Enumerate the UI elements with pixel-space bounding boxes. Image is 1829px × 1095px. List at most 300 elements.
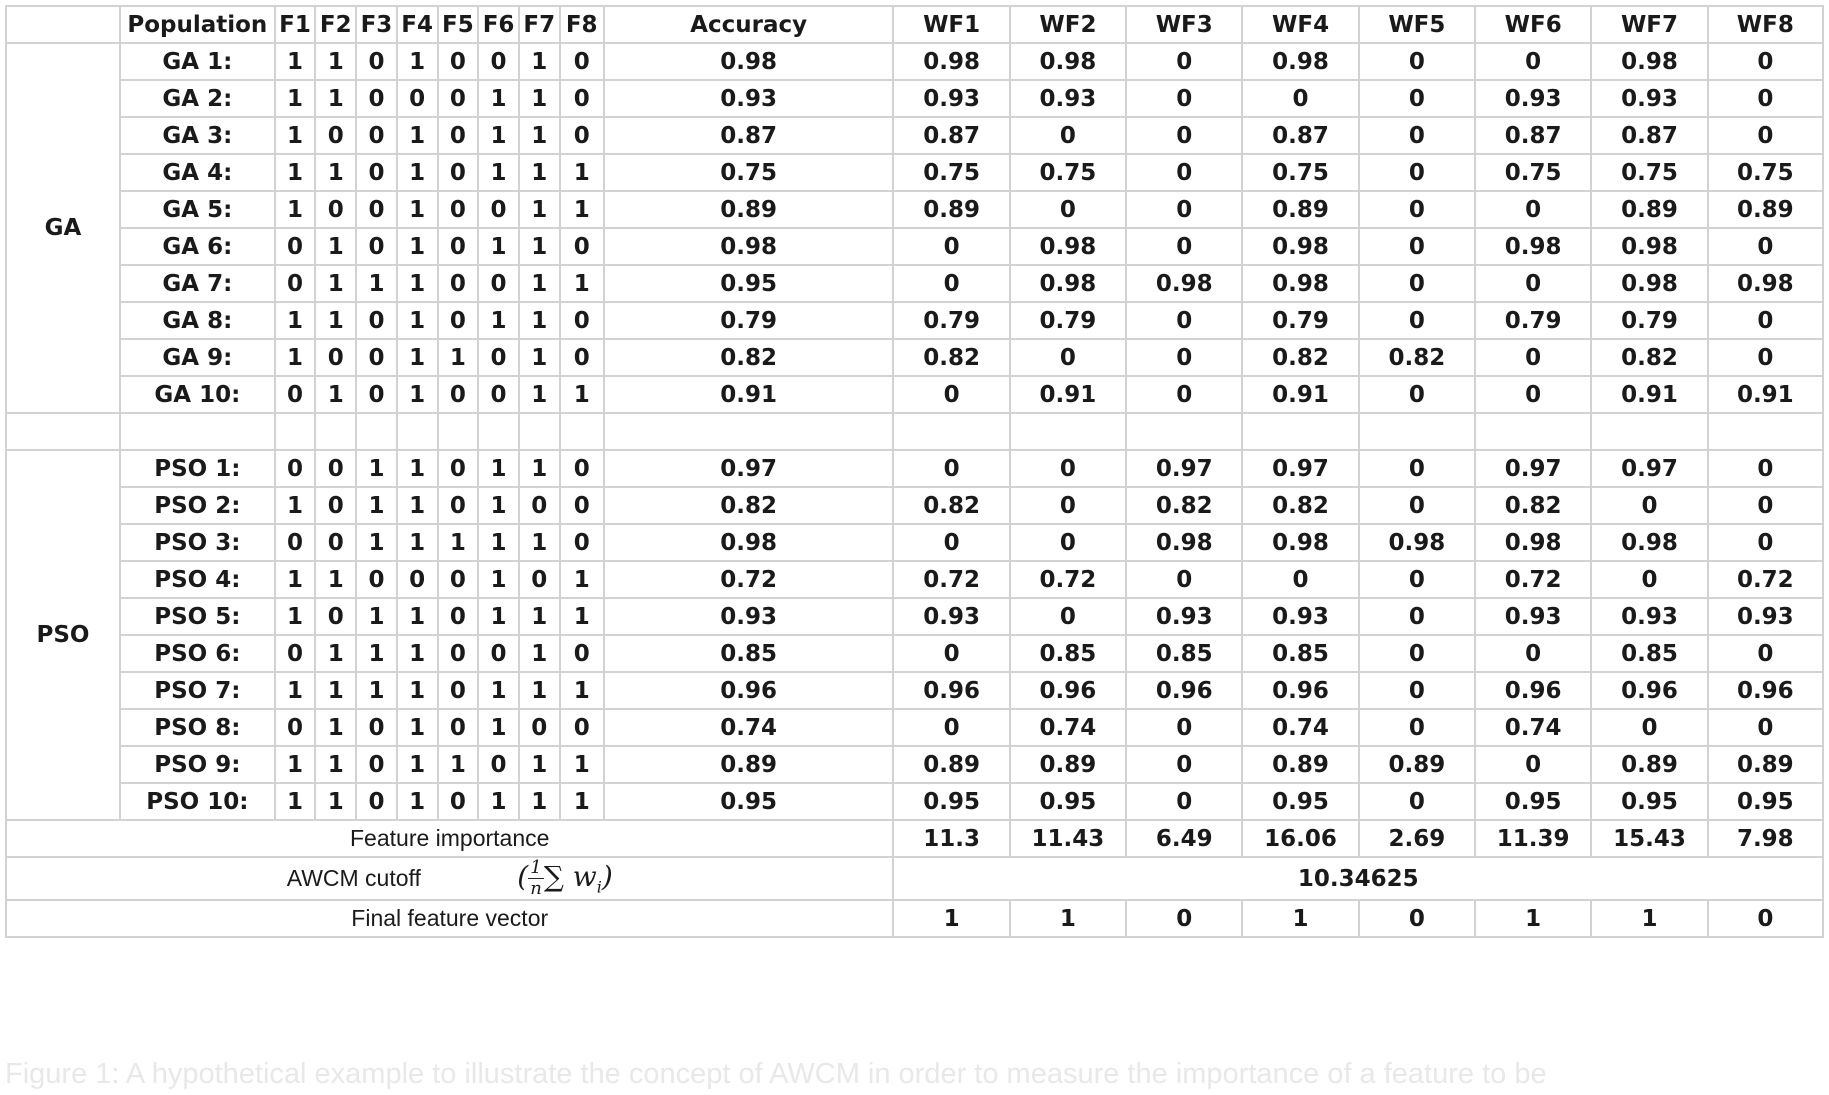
weight-cell: 0 <box>1359 117 1475 154</box>
table-summary <box>6 820 1823 937</box>
weight-cell: 0.89 <box>1010 746 1126 783</box>
weight-cell: 0 <box>1359 598 1475 635</box>
accuracy-cell: 0.93 <box>604 598 894 635</box>
weight-cell: 0.82 <box>1475 487 1591 524</box>
header-f7: F7 <box>519 6 560 43</box>
feature-flag-cell: 1 <box>397 191 438 228</box>
table-row <box>6 598 1823 635</box>
weight-cell: 0.91 <box>1708 376 1823 413</box>
feature-flag-cell: 0 <box>560 487 604 524</box>
feature-flag-cell: 1 <box>315 302 356 339</box>
feature-flag-cell: 1 <box>519 598 560 635</box>
weight-cell: 0.98 <box>1475 524 1591 561</box>
feature-flag-cell: 0 <box>356 302 397 339</box>
weight-cell: 0.72 <box>893 561 1009 598</box>
header-f2: F2 <box>315 6 356 43</box>
weight-cell: 0 <box>1359 302 1475 339</box>
weight-cell: 0.89 <box>1242 191 1358 228</box>
feature-flag-cell: 0 <box>356 783 397 820</box>
weight-cell: 0.96 <box>1591 672 1707 709</box>
feature-flag-cell: 0 <box>519 561 560 598</box>
weight-cell: 0 <box>1010 117 1126 154</box>
table-row <box>6 265 1823 302</box>
weight-cell: 0.79 <box>1010 302 1126 339</box>
population-label: GA 2: <box>120 80 275 117</box>
weight-cell: 0 <box>1475 339 1591 376</box>
population-label: PSO 6: <box>120 635 275 672</box>
formula-open-paren: ( <box>517 860 529 893</box>
accuracy-cell: 0.85 <box>604 635 894 672</box>
weight-cell: 0 <box>1708 302 1823 339</box>
feature-flag-cell: 0 <box>519 487 560 524</box>
weight-cell: 0.85 <box>1242 635 1358 672</box>
feature-flag-cell: 1 <box>519 265 560 302</box>
feature-flag-cell: 1 <box>560 154 604 191</box>
feature-flag-cell: 1 <box>315 228 356 265</box>
weight-cell: 0 <box>1010 524 1126 561</box>
weight-cell: 0.74 <box>1010 709 1126 746</box>
feature-flag-cell: 0 <box>438 265 479 302</box>
weight-cell: 0 <box>1359 709 1475 746</box>
feature-flag-cell: 1 <box>397 117 438 154</box>
feature-flag-cell: 1 <box>397 450 438 487</box>
weight-cell: 0.93 <box>893 80 1009 117</box>
header-row <box>6 6 1823 43</box>
feature-flag-cell: 1 <box>519 80 560 117</box>
population-label: PSO 5: <box>120 598 275 635</box>
population-label: PSO 2: <box>120 487 275 524</box>
weight-cell: 0.98 <box>1010 43 1126 80</box>
weight-cell: 0 <box>893 450 1009 487</box>
separator-cell <box>6 413 120 450</box>
weight-cell: 0 <box>893 635 1009 672</box>
weight-cell: 0.75 <box>893 154 1009 191</box>
table-row <box>6 561 1823 598</box>
feature-flag-cell: 1 <box>478 450 519 487</box>
population-label: PSO 7: <box>120 672 275 709</box>
feature-flag-cell: 1 <box>519 154 560 191</box>
importance-value: 2.69 <box>1359 820 1475 857</box>
table-row <box>6 524 1823 561</box>
table-row <box>6 746 1823 783</box>
feature-flag-cell: 0 <box>478 376 519 413</box>
table-row <box>6 339 1823 376</box>
population-label: GA 6: <box>120 228 275 265</box>
feature-flag-cell: 0 <box>356 80 397 117</box>
table-row <box>6 154 1823 191</box>
feature-flag-cell: 1 <box>397 487 438 524</box>
weight-cell: 0.82 <box>1591 339 1707 376</box>
weight-cell: 0.98 <box>1126 524 1242 561</box>
table-row <box>6 43 1823 80</box>
feature-flag-cell: 1 <box>397 746 438 783</box>
weight-cell: 0.98 <box>1126 265 1242 302</box>
header-accuracy: Accuracy <box>604 6 894 43</box>
separator-cell <box>519 413 560 450</box>
population-label: PSO 9: <box>120 746 275 783</box>
weight-cell: 0.96 <box>1010 672 1126 709</box>
feature-flag-cell: 0 <box>478 339 519 376</box>
population-label: GA 10: <box>120 376 275 413</box>
weight-cell: 0.93 <box>1242 598 1358 635</box>
feature-flag-cell: 1 <box>356 450 397 487</box>
weight-cell: 0.89 <box>1242 746 1358 783</box>
weight-cell: 0.75 <box>1708 154 1823 191</box>
weight-cell: 0.89 <box>893 746 1009 783</box>
feature-flag-cell: 0 <box>438 709 479 746</box>
feature-flag-cell: 1 <box>275 80 316 117</box>
feature-flag-cell: 0 <box>438 302 479 339</box>
header-f4: F4 <box>397 6 438 43</box>
weight-cell: 0 <box>1126 746 1242 783</box>
weight-cell: 0 <box>1359 450 1475 487</box>
feature-flag-cell: 0 <box>275 635 316 672</box>
formula-denominator: n <box>530 878 542 899</box>
awcm-cutoff-value: 10.34625 <box>893 857 1823 900</box>
weight-cell: 0.89 <box>1591 191 1707 228</box>
feature-flag-cell: 1 <box>275 302 316 339</box>
feature-flag-cell: 1 <box>275 43 316 80</box>
weight-cell: 0.89 <box>1708 746 1823 783</box>
feature-flag-cell: 1 <box>397 154 438 191</box>
weight-cell: 0 <box>1591 561 1707 598</box>
separator-cell <box>604 413 894 450</box>
separator-cell <box>356 413 397 450</box>
feature-flag-cell: 0 <box>356 154 397 191</box>
importance-value: 11.39 <box>1475 820 1591 857</box>
separator-row <box>6 413 1823 450</box>
feature-flag-cell: 0 <box>560 117 604 154</box>
feature-flag-cell: 0 <box>438 191 479 228</box>
feature-flag-cell: 0 <box>275 265 316 302</box>
table-row <box>6 228 1823 265</box>
weight-cell: 0 <box>1475 265 1591 302</box>
feature-flag-cell: 1 <box>478 561 519 598</box>
table-row <box>6 191 1823 228</box>
header-f8: F8 <box>560 6 604 43</box>
header-wf8: WF8 <box>1708 6 1823 43</box>
accuracy-cell: 0.75 <box>604 154 894 191</box>
feature-flag-cell: 1 <box>275 191 316 228</box>
feature-flag-cell: 1 <box>478 598 519 635</box>
group-label: PSO <box>6 450 120 820</box>
weight-cell: 0.93 <box>1126 598 1242 635</box>
feature-flag-cell: 1 <box>478 709 519 746</box>
weight-cell: 0 <box>1359 265 1475 302</box>
weight-cell: 0 <box>1126 117 1242 154</box>
separator-cell <box>120 413 275 450</box>
accuracy-cell: 0.87 <box>604 117 894 154</box>
weight-cell: 0.82 <box>1242 487 1358 524</box>
feature-flag-cell: 0 <box>356 339 397 376</box>
accuracy-cell: 0.98 <box>604 524 894 561</box>
feature-flag-cell: 1 <box>519 117 560 154</box>
importance-value: 7.98 <box>1708 820 1823 857</box>
weight-cell: 0 <box>1708 450 1823 487</box>
weight-cell: 0.96 <box>1708 672 1823 709</box>
feature-flag-cell: 1 <box>397 43 438 80</box>
weight-cell: 0 <box>1359 376 1475 413</box>
weight-cell: 0.93 <box>1475 80 1591 117</box>
header-f6: F6 <box>478 6 519 43</box>
awcm-cutoff-cell <box>6 857 893 900</box>
feature-flag-cell: 0 <box>438 228 479 265</box>
feature-flag-cell: 1 <box>397 339 438 376</box>
weight-cell: 0.82 <box>1126 487 1242 524</box>
feature-flag-cell: 0 <box>478 635 519 672</box>
population-label: PSO 8: <box>120 709 275 746</box>
weight-cell: 0.97 <box>1242 450 1358 487</box>
feature-flag-cell: 1 <box>315 154 356 191</box>
weight-cell: 0 <box>1475 191 1591 228</box>
weight-cell: 0 <box>1359 672 1475 709</box>
feature-flag-cell: 1 <box>397 302 438 339</box>
weight-cell: 0.72 <box>1010 561 1126 598</box>
feature-flag-cell: 1 <box>315 709 356 746</box>
feature-flag-cell: 0 <box>315 598 356 635</box>
header-f1: F1 <box>275 6 316 43</box>
weight-cell: 0.93 <box>1591 80 1707 117</box>
weight-cell: 0.79 <box>1475 302 1591 339</box>
feature-flag-cell: 1 <box>478 154 519 191</box>
weight-cell: 0 <box>1708 43 1823 80</box>
accuracy-cell: 0.93 <box>604 80 894 117</box>
formula-numerator: 1 <box>528 858 544 879</box>
weight-cell: 0 <box>1126 709 1242 746</box>
feature-flag-cell: 0 <box>275 524 316 561</box>
feature-flag-cell: 1 <box>397 376 438 413</box>
feature-flag-cell: 1 <box>397 524 438 561</box>
accuracy-cell: 0.82 <box>604 487 894 524</box>
weight-cell: 0 <box>1475 746 1591 783</box>
feature-flag-cell: 1 <box>560 191 604 228</box>
weight-cell: 0.75 <box>1010 154 1126 191</box>
table-row <box>6 450 1823 487</box>
weight-cell: 0 <box>1708 228 1823 265</box>
weight-cell: 0.82 <box>1242 339 1358 376</box>
header-f3: F3 <box>356 6 397 43</box>
weight-cell: 0.75 <box>1475 154 1591 191</box>
population-label: GA 7: <box>120 265 275 302</box>
population-label: PSO 10: <box>120 783 275 820</box>
weight-cell: 0.96 <box>893 672 1009 709</box>
weight-cell: 0.98 <box>893 43 1009 80</box>
separator-cell <box>1591 413 1707 450</box>
feature-flag-cell: 1 <box>519 635 560 672</box>
feature-flag-cell: 0 <box>356 43 397 80</box>
feature-flag-cell: 0 <box>438 80 479 117</box>
importance-value: 15.43 <box>1591 820 1707 857</box>
feature-flag-cell: 1 <box>478 524 519 561</box>
separator-cell <box>1359 413 1475 450</box>
separator-cell <box>1126 413 1242 450</box>
feature-flag-cell: 1 <box>478 672 519 709</box>
feature-flag-cell: 1 <box>519 376 560 413</box>
header-f5: F5 <box>438 6 479 43</box>
weight-cell: 0 <box>1126 302 1242 339</box>
weight-cell: 0 <box>1359 228 1475 265</box>
feature-flag-cell: 1 <box>478 783 519 820</box>
feature-flag-cell: 0 <box>397 561 438 598</box>
feature-flag-cell: 0 <box>560 228 604 265</box>
feature-flag-cell: 0 <box>438 561 479 598</box>
weight-cell: 0 <box>1475 635 1591 672</box>
final-vector-value: 1 <box>893 900 1009 937</box>
header-wf1: WF1 <box>893 6 1009 43</box>
feature-flag-cell: 1 <box>275 339 316 376</box>
final-feature-vector-label: Final feature vector <box>6 900 893 937</box>
weight-cell: 0.85 <box>1010 635 1126 672</box>
feature-flag-cell: 1 <box>275 117 316 154</box>
weight-cell: 0 <box>1359 43 1475 80</box>
feature-flag-cell: 1 <box>275 746 316 783</box>
awcm-table-container <box>5 5 1824 938</box>
weight-cell: 0.87 <box>1591 117 1707 154</box>
population-label: GA 3: <box>120 117 275 154</box>
weight-cell: 0 <box>1708 80 1823 117</box>
weight-cell: 0 <box>1359 80 1475 117</box>
feature-flag-cell: 1 <box>315 783 356 820</box>
weight-cell: 0.87 <box>1475 117 1591 154</box>
weight-cell: 0 <box>1708 487 1823 524</box>
final-vector-value: 0 <box>1126 900 1242 937</box>
feature-flag-cell: 0 <box>275 228 316 265</box>
weight-cell: 0.91 <box>1242 376 1358 413</box>
header-wf7: WF7 <box>1591 6 1707 43</box>
table-row <box>6 672 1823 709</box>
awcm-formula <box>517 858 612 899</box>
weight-cell: 0 <box>1126 783 1242 820</box>
weight-cell: 0.98 <box>1591 43 1707 80</box>
header-group-blank <box>6 6 120 43</box>
weight-cell: 0 <box>893 265 1009 302</box>
feature-flag-cell: 1 <box>397 228 438 265</box>
feature-flag-cell: 0 <box>478 43 519 80</box>
weight-cell: 0.79 <box>1242 302 1358 339</box>
feature-flag-cell: 1 <box>478 80 519 117</box>
feature-flag-cell: 1 <box>478 487 519 524</box>
weight-cell: 0.98 <box>1242 524 1358 561</box>
separator-cell <box>397 413 438 450</box>
feature-flag-cell: 1 <box>519 191 560 228</box>
header-wf5: WF5 <box>1359 6 1475 43</box>
feature-flag-cell: 0 <box>356 709 397 746</box>
weight-cell: 0 <box>1359 154 1475 191</box>
feature-flag-cell: 0 <box>275 709 316 746</box>
feature-flag-cell: 0 <box>438 635 479 672</box>
accuracy-cell: 0.89 <box>604 746 894 783</box>
feature-flag-cell: 1 <box>275 154 316 191</box>
weight-cell: 0.98 <box>1708 265 1823 302</box>
population-label: GA 4: <box>120 154 275 191</box>
feature-flag-cell: 1 <box>356 598 397 635</box>
weight-cell: 0.97 <box>1126 450 1242 487</box>
formula-close-paren: ) <box>601 860 613 893</box>
header-wf4: WF4 <box>1242 6 1358 43</box>
feature-flag-cell: 1 <box>315 561 356 598</box>
formula-subscript: i <box>596 877 602 897</box>
weight-cell: 0.95 <box>1708 783 1823 820</box>
awcm-cutoff-label: AWCM cutoff <box>286 865 421 891</box>
weight-cell: 0.93 <box>1591 598 1707 635</box>
final-vector-value: 1 <box>1591 900 1707 937</box>
weight-cell: 0.82 <box>893 487 1009 524</box>
importance-value: 11.3 <box>893 820 1009 857</box>
weight-cell: 0.89 <box>893 191 1009 228</box>
feature-flag-cell: 0 <box>315 117 356 154</box>
feature-flag-cell: 0 <box>356 191 397 228</box>
feature-flag-cell: 1 <box>397 265 438 302</box>
feature-flag-cell: 0 <box>315 191 356 228</box>
feature-flag-cell: 0 <box>356 746 397 783</box>
feature-flag-cell: 1 <box>560 561 604 598</box>
header-population: Population <box>120 6 275 43</box>
weight-cell: 0 <box>1126 80 1242 117</box>
weight-cell: 0 <box>1359 487 1475 524</box>
weight-cell: 0.98 <box>1591 265 1707 302</box>
feature-flag-cell: 0 <box>519 709 560 746</box>
final-vector-value: 1 <box>1242 900 1358 937</box>
weight-cell: 0 <box>1126 43 1242 80</box>
weight-cell: 0.82 <box>893 339 1009 376</box>
weight-cell: 0.96 <box>1126 672 1242 709</box>
population-label: PSO 1: <box>120 450 275 487</box>
feature-flag-cell: 0 <box>478 265 519 302</box>
accuracy-cell: 0.98 <box>604 43 894 80</box>
weight-cell: 0.89 <box>1591 746 1707 783</box>
final-vector-value: 0 <box>1359 900 1475 937</box>
table-row <box>6 635 1823 672</box>
importance-value: 16.06 <box>1242 820 1358 857</box>
population-label: PSO 4: <box>120 561 275 598</box>
weight-cell: 0.91 <box>1591 376 1707 413</box>
weight-cell: 0.91 <box>1010 376 1126 413</box>
feature-flag-cell: 0 <box>438 43 479 80</box>
separator-cell <box>1010 413 1126 450</box>
weight-cell: 0.97 <box>1591 450 1707 487</box>
table-row <box>6 487 1823 524</box>
feature-flag-cell: 1 <box>315 80 356 117</box>
awcm-table <box>5 5 1824 938</box>
feature-flag-cell: 1 <box>315 672 356 709</box>
weight-cell: 0 <box>1126 561 1242 598</box>
feature-flag-cell: 0 <box>397 80 438 117</box>
accuracy-cell: 0.97 <box>604 450 894 487</box>
weight-cell: 0.93 <box>1010 80 1126 117</box>
accuracy-cell: 0.89 <box>604 191 894 228</box>
header-wf6: WF6 <box>1475 6 1591 43</box>
feature-flag-cell: 1 <box>560 598 604 635</box>
feature-flag-cell: 0 <box>560 524 604 561</box>
feature-flag-cell: 0 <box>560 635 604 672</box>
figure-caption: Figure 1: A hypothetical example to illustrate the concept of AWCM in order to measure the importance of a feature to be <box>5 1058 1547 1090</box>
weight-cell: 0.85 <box>1591 635 1707 672</box>
weight-cell: 0.98 <box>1242 43 1358 80</box>
feature-flag-cell: 1 <box>519 228 560 265</box>
weight-cell: 0 <box>1359 561 1475 598</box>
weight-cell: 0.74 <box>1475 709 1591 746</box>
weight-cell: 0.74 <box>1242 709 1358 746</box>
feature-flag-cell: 1 <box>560 672 604 709</box>
weight-cell: 0.72 <box>1708 561 1823 598</box>
feature-flag-cell: 0 <box>438 154 479 191</box>
weight-cell: 0.93 <box>1475 598 1591 635</box>
feature-flag-cell: 0 <box>478 746 519 783</box>
accuracy-cell: 0.79 <box>604 302 894 339</box>
feature-flag-cell: 0 <box>560 450 604 487</box>
header-wf3: WF3 <box>1126 6 1242 43</box>
feature-flag-cell: 0 <box>560 709 604 746</box>
